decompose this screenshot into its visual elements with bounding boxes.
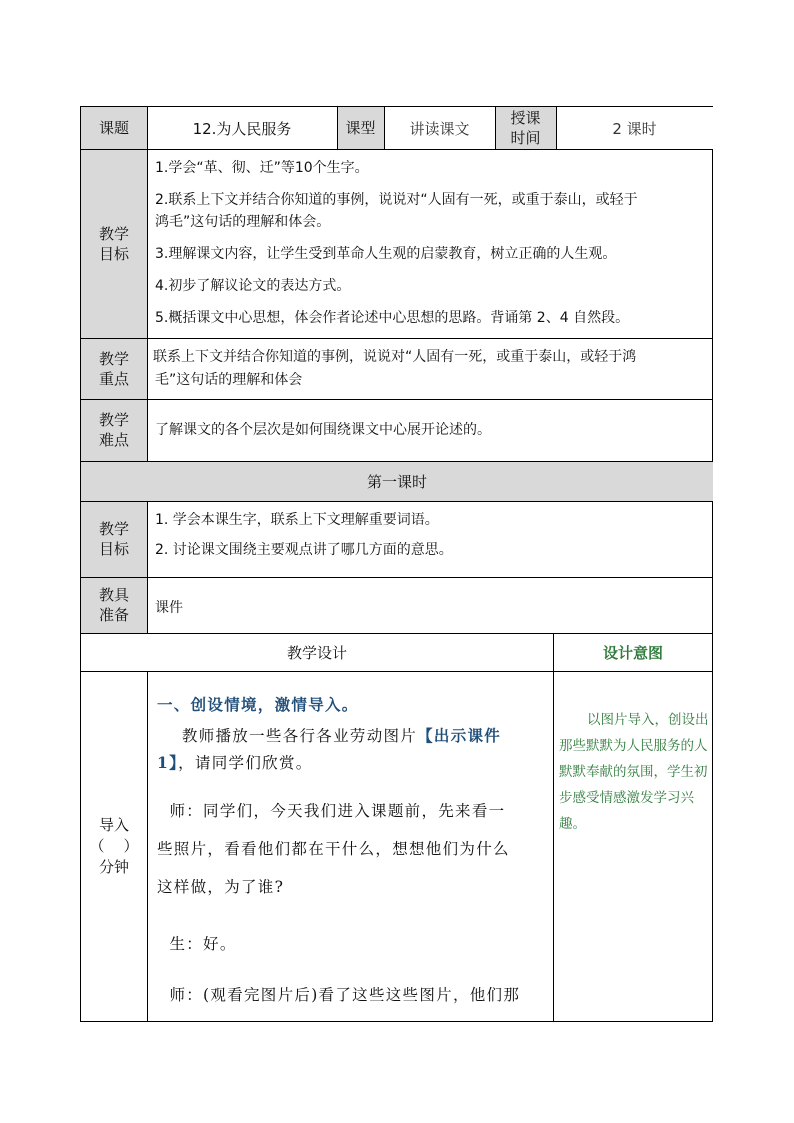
tools-value: 课件: [155, 600, 183, 616]
intent-header: 设计意图: [602, 643, 663, 662]
tools-label-line2: 准备: [98, 606, 129, 624]
column-divider: [337, 107, 338, 149]
column-divider: [495, 107, 496, 149]
objectives-label: [81, 149, 147, 338]
type-value: 讲读课文: [384, 107, 495, 149]
courseware-marker-1: 【出示课件: [417, 726, 502, 745]
time-label-line1: 授课: [510, 109, 541, 127]
objective-item-2-cont: 鸿毛”这句话的理解和体会。: [155, 214, 331, 230]
intent-text: 以图片导入，创设出那些默默为人民服务的人默默奉献的氛围，学生初步感受情感激发学习兴趣。: [559, 712, 709, 832]
objectives-content: [147, 149, 713, 338]
tools-content: [147, 577, 713, 633]
p1-text-b: ，请同学们欣赏。: [178, 754, 313, 772]
objective-item-2: 2.联系上下文并结合你知道的事例，说说对“人固有一死，或重于泰山，或轻于: [155, 192, 638, 208]
row-divider: [81, 671, 713, 672]
design-content: [147, 671, 553, 1022]
design-paragraph-4: 师：(观看完图片后)看了这些这些图片，他们那: [157, 986, 521, 1004]
objectives-label-line2: 目标: [98, 244, 129, 263]
key-points-label-line2: 重点: [98, 369, 129, 388]
column-divider: [384, 107, 385, 149]
design-paragraph-1-cont: [157, 751, 313, 773]
difficulties-label-line2: 难点: [98, 431, 129, 449]
time-label-line2: 时间: [510, 129, 541, 147]
objective-item-4: 4.初步了解议论文的表达方式。: [155, 278, 351, 294]
lesson1-objectives-content: [147, 501, 713, 577]
key-points-line1: 联系上下文并结合你知道的事例，说说对“人固有一死，或重于泰山，或轻于鸿: [153, 349, 637, 365]
time-value: 2 课时: [556, 107, 713, 149]
row-divider: [81, 399, 713, 400]
row-divider: [81, 577, 713, 578]
lesson-plan-table: [80, 106, 713, 1022]
design-paragraph-2-line3: 这样做，为了谁?: [157, 878, 285, 896]
lesson1-title: 第一课时: [81, 461, 713, 501]
column-divider: [556, 107, 557, 149]
lesson1-objectives-label-line1: 教学: [98, 520, 129, 538]
difficulties-label: [81, 399, 147, 461]
key-points-label: [81, 338, 147, 399]
difficulties-label-line1: 教学: [98, 411, 129, 429]
row-divider: [81, 461, 713, 462]
design-header: 教学设计: [286, 643, 347, 662]
type-label: 课型: [345, 119, 376, 137]
column-divider: [147, 501, 148, 633]
section-label-line2: （ ）: [89, 837, 139, 855]
lesson1-objective-2: 2. 讨论课文围绕主要观点讲了哪几方面的意思。: [155, 542, 453, 558]
lesson1-objectives-label-line2: 目标: [98, 540, 129, 558]
objective-item-5: 5.概括课文中心思想，体会作者论述中心思想的思路。背诵第 2、4 自然段。: [155, 310, 630, 326]
design-paragraph-3: 生：好。: [157, 935, 237, 953]
design-paragraph-1: [157, 724, 501, 746]
objective-item-3: 3.理解课文内容，让学生受到革命人生观的启蒙教育，树立正确的人生观。: [155, 246, 617, 262]
row-divider: [81, 633, 713, 634]
key-points-content: [147, 338, 713, 399]
section-label-line1: 导入: [98, 816, 129, 834]
row-divider: [81, 149, 713, 150]
key-points-line2: 毛”这句话的理解和体会: [155, 372, 303, 388]
design-heading: 一、创设情境，激情导入。: [157, 695, 359, 714]
difficulties-content: [147, 399, 713, 461]
design-paragraph-2-line2: 些照片，看看他们都在干什么，想想他们为什么: [157, 840, 510, 858]
topic-value: 12.为人民服务: [147, 107, 337, 149]
lesson1-objectives-label: [81, 501, 147, 577]
time-label: [495, 107, 556, 149]
objectives-label-line1: 教学: [98, 224, 129, 243]
difficulties-text: 了解课文的各个层次是如何围绕课文中心展开论述的。: [155, 422, 491, 438]
topic-label: 课题: [98, 119, 129, 137]
intent-content: [553, 671, 713, 1022]
key-points-label-line1: 教学: [98, 349, 129, 368]
lesson1-objective-1: 1. 学会本课生字，联系上下文理解重要词语。: [155, 512, 439, 528]
row-divider: [81, 501, 713, 502]
tools-label: [81, 577, 147, 633]
objective-item-1: 1.学会“革、彻、迁”等10个生字。: [155, 160, 369, 176]
p1-text-a: 教师播放一些各行各业劳动图片: [157, 727, 418, 745]
section-label: [81, 671, 147, 1022]
column-divider: [147, 671, 148, 1022]
tools-label-line1: 教具: [98, 586, 129, 604]
row-divider: [81, 338, 713, 339]
column-divider: [553, 633, 554, 1022]
courseware-marker-1-end: 1】: [157, 753, 179, 772]
column-divider: [147, 107, 148, 461]
design-paragraph-2-line1: 师：同学们，今天我们进入课题前，先来看一: [157, 802, 506, 820]
section-label-line3: 分钟: [98, 858, 129, 876]
